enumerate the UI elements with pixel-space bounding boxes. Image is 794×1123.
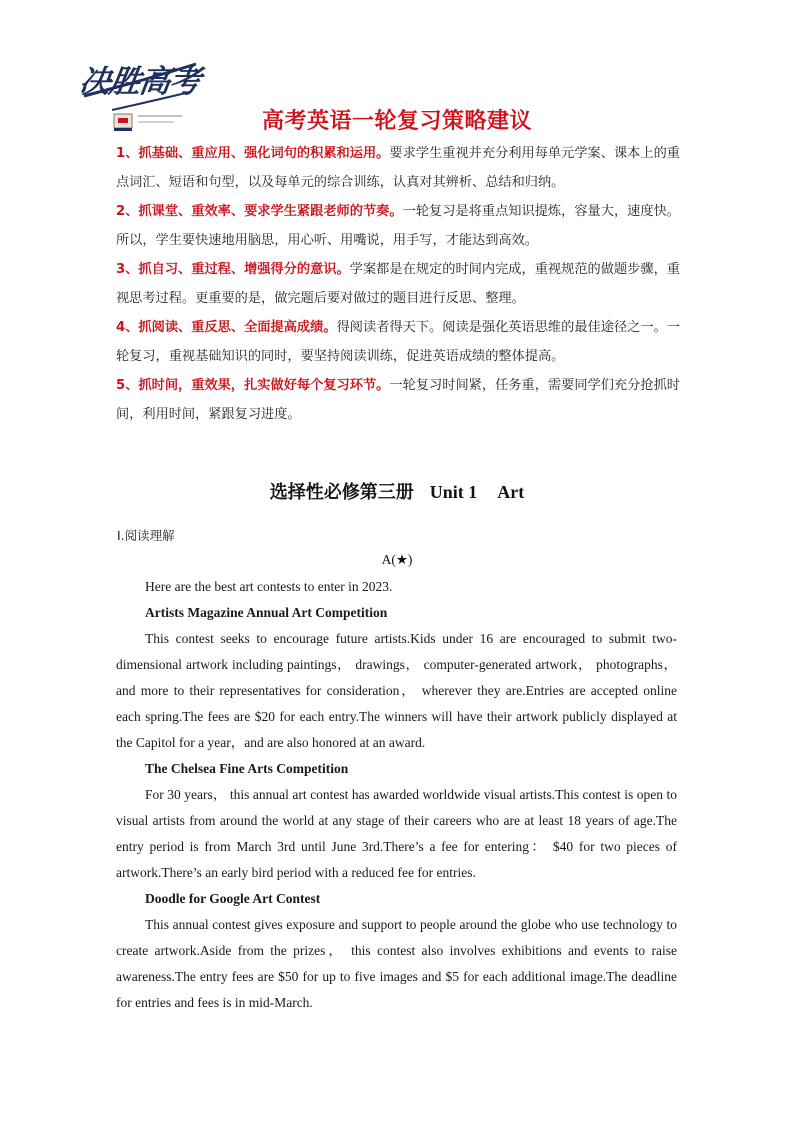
- unit-title: [0, 478, 794, 504]
- tip-highlight: 2、抓课堂、重效率、要求学生紧跟老师的节奏。: [116, 204, 403, 219]
- tip-highlight: 4、抓阅读、重反思、全面提高成绩。: [116, 320, 337, 335]
- reading-article: [116, 574, 677, 1016]
- tip-body: 得阅读者得天下。阅读是强化英语思维的最佳途径之一。一轮复习，重视基础知识的同时，要坚持阅读训练，促进英语成绩的整体提高。: [116, 320, 680, 364]
- contest-name: The Chelsea Fine Arts Competition: [145, 761, 349, 776]
- tip-highlight: 3、抓自习、重过程、增强得分的意识。: [116, 262, 350, 277]
- tip-item: [116, 255, 680, 313]
- tip-item: [116, 139, 680, 197]
- logo-text: 决胜高考: [76, 64, 203, 100]
- tip-highlight: 1、抓基础、重应用、强化词句的积累和运用。: [116, 146, 390, 161]
- tip-item: [116, 313, 680, 371]
- part-label: A(★): [381, 552, 413, 567]
- contest-name: Doodle for Google Art Contest: [145, 891, 321, 906]
- section-label: Ⅰ.阅读理解: [117, 528, 175, 543]
- unit-number: Unit 1: [429, 482, 478, 502]
- tip-body: 一轮复习是将重点知识提炼，容量大，速度快。所以，学生要快速地用脑思，用心听、用嘴说，用手写，才能达到高效。: [116, 204, 680, 248]
- contest-text: This annual contest gives exposure and support to people around the globe who use technology to create artwork.Aside from the prizes， this contest also involves exhibitions and events to raise awareness.The entry fees are $50 for up to five images and $5 for each additional image.The deadline for entries and fees is in mid-March.: [116, 917, 677, 1010]
- unit-topic: Art: [497, 482, 525, 502]
- contest-text: This contest seeks to encourage future artists.Kids under 16 are encouraged to submit two-dimensional artwork including paintings， drawings， computer-generated artwork， photographs， and more to their representatives for consideration， wherever they are.Entries are accepted online each spring.The fees are $20 for each entry.The winners will have their artwork publicly displayed at the Capitol for a year，and are also honored at an award.: [116, 631, 677, 750]
- tip-body: 要求学生重视并充分利用每单元学案、课本上的重点词汇、短语和句型，以及每单元的综合训练，认真对其辨析、总结和归纳。: [116, 146, 680, 190]
- tips-list: [116, 139, 680, 429]
- page-title: 高考英语一轮复习策略建议: [261, 109, 532, 134]
- contest-text: For 30 years， this annual art contest has awarded worldwide visual artists.This contest is open to visual artists from around the world at any stage of their careers who are at least 18 years of age.The entry period is from March 3rd until June 3rd.There’s a fee for entering： $40 for two pieces of artwork.There’s an early bird period with a reduced fee for entries.: [116, 787, 677, 880]
- tip-highlight: 5、抓时间，重效果，扎实做好每个复习环节。: [116, 378, 390, 393]
- tip-item: [116, 197, 680, 255]
- unit-book: 选择性必修第三册: [269, 482, 414, 503]
- tip-body: 一轮复习时间紧，任务重，需要同学们充分抢抓时间，利用时间，紧跟复习进度。: [116, 378, 680, 422]
- tip-body: 学案都是在规定的时间内完成，重视规范的做题步骤，重视思考过程。更重要的是，做完题后要对做过的题目进行反思、整理。: [116, 262, 680, 306]
- contest-name: Artists Magazine Annual Art Competition: [145, 605, 388, 620]
- tip-item: [116, 371, 680, 429]
- article-intro: Here are the best art contests to enter in 2023.: [145, 579, 393, 594]
